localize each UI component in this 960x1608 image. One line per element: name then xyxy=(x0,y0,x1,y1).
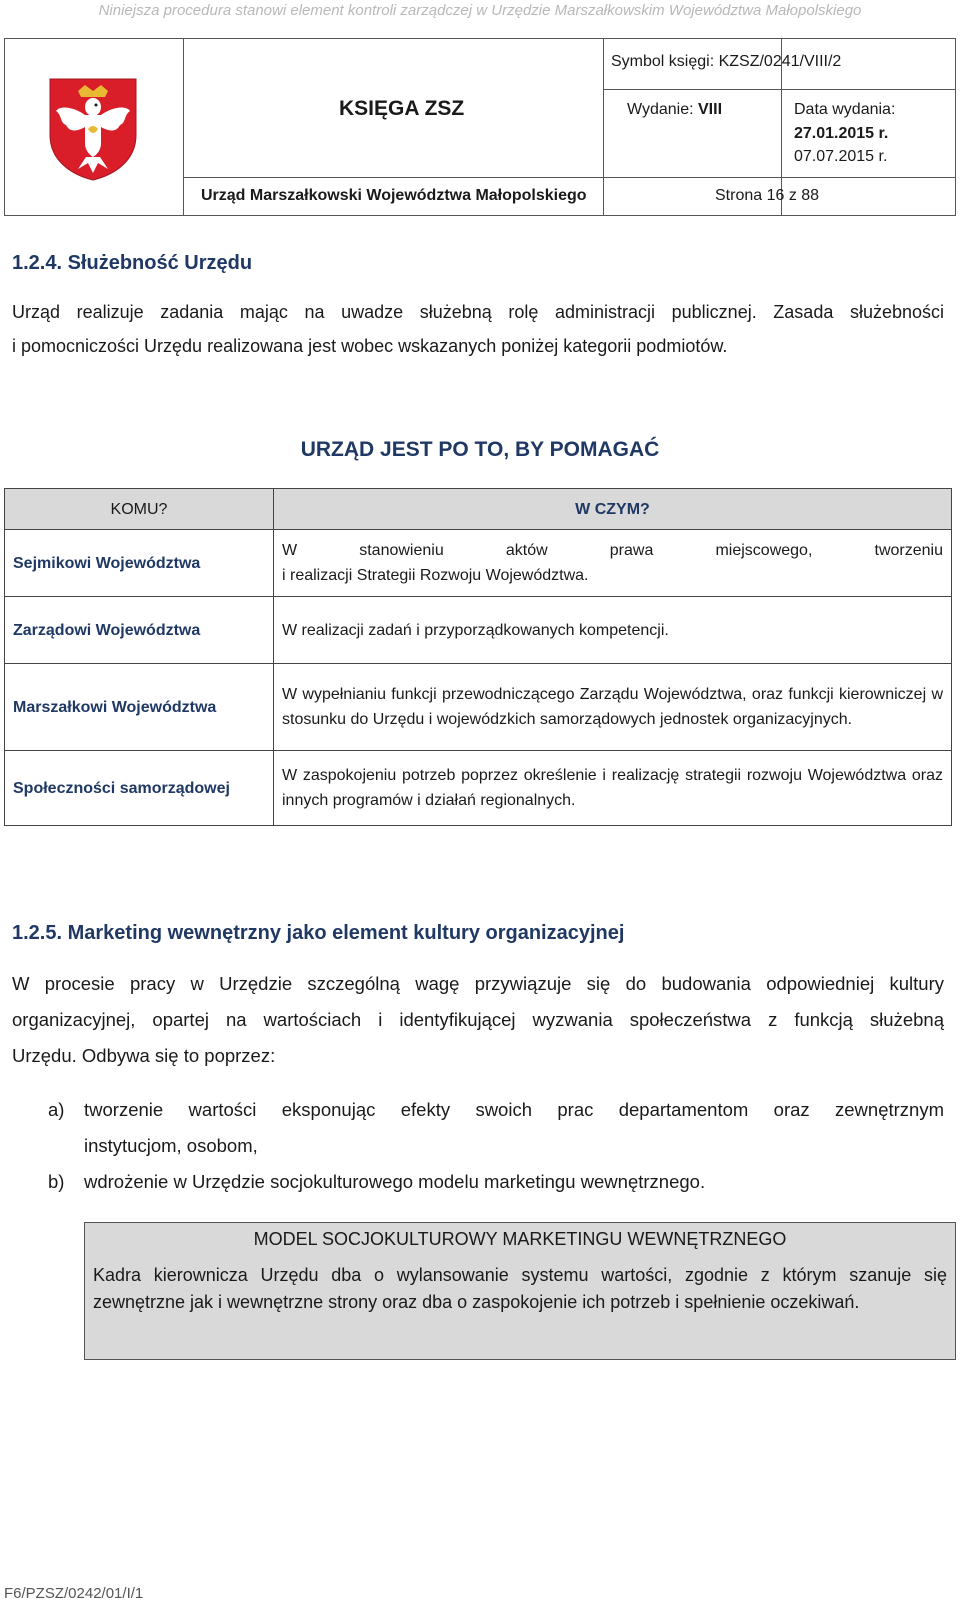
issue-date-old: 27.01.2015 r. xyxy=(794,125,889,142)
table-row-what xyxy=(273,596,952,664)
table-cell-text: W realizacji zadań i przyporządkowanych kompetencji. xyxy=(282,621,669,639)
book-title: KSIĘGA ZSZ xyxy=(339,97,465,120)
section-124-paragraph xyxy=(12,295,944,363)
table-cell-text: W wypełnianiu funkcji przewodniczącego Zarządu Województwa, oraz funkcji kierowniczej w stosunku do Urzędu i wojewódzkich samorządowych jednostek organizacyjnych. xyxy=(282,686,943,728)
paragraph-line: i pomocniczości Urzędu realizowana jest wobec wskazanych poniżej kategorii podmiotów. xyxy=(12,336,728,356)
list-item-line: wdrożenie w Urzędzie socjokulturowego modelu marketingu wewnętrznego. xyxy=(84,1171,706,1192)
table-row-what xyxy=(273,663,952,751)
list-marker: a) xyxy=(48,1099,65,1120)
issue-date-new: 07.07.2015 r. xyxy=(794,148,888,165)
model-box-text: Kadra kierownicza Urzędu dba o wylansowanie systemu wartości, zgodnie z którym szanuje się zewnętrzne jak i wewnętrzne strony oraz dba o zaspokojenie ich potrzeb i spełnienie oczekiwań. xyxy=(93,1265,947,1312)
document-code: F6/PZSZ/0242/01/I/1 xyxy=(4,1585,144,1602)
document-header xyxy=(4,38,956,216)
confidentiality-note: Niniejsza procedura stanowi element kontroli zarządczej w Urzędzie Marszałkowskim Województwa Małopolskiego xyxy=(98,2,862,19)
table-row-who: Sejmikowi Województwa xyxy=(4,529,274,597)
list-item-line: tworzenie wartości eksponując efekty swoich prac departamentom oraz zewnętrznym xyxy=(84,1099,944,1120)
table-header-who: KOMU? xyxy=(4,488,274,530)
section-heading-125 xyxy=(12,922,624,945)
edition-label: Wydanie: xyxy=(627,101,698,118)
table-row-who: Społeczności samorządowej xyxy=(4,750,274,826)
table-cell-line: W stanowieniu aktów prawa miejscowego, tworzeniu xyxy=(282,542,943,559)
model-box-title: MODEL SOCJOKULTUROWY MARKETINGU WEWNĘTRZNEGO xyxy=(253,1229,787,1249)
list-item xyxy=(48,1092,944,1164)
list-item xyxy=(48,1164,944,1200)
table-cell-text: W zaspokojeniu potrzeb poprzez określenie i realizację strategii rozwoju Województwa oraz innych programów i działań regionalnych. xyxy=(282,767,943,809)
malopolska-emblem-icon xyxy=(48,77,138,182)
table-row-what xyxy=(273,529,952,597)
table-header-what: W CZYM? xyxy=(273,488,952,530)
table-row-who: Zarządowi Województwa xyxy=(4,596,274,664)
section-title: Marketing wewnętrzny jako element kultury organizacyjnej xyxy=(67,922,625,944)
paragraph-line: W procesie pracy w Urzędzie szczególną wagę przywiązuje się do budowania odpowiedniej kultury xyxy=(12,973,944,994)
page-number: Strona 16 z 88 xyxy=(715,187,820,204)
paragraph-line: Urzędu. Odbywa się to poprzez: xyxy=(12,1045,276,1066)
table-cell-line: i realizacji Strategii Rozwoju Województwa. xyxy=(282,567,589,584)
table-title: URZĄD JEST PO TO, BY POMAGAĆ xyxy=(300,438,660,461)
issue-date-label: Data wydania: xyxy=(794,101,896,118)
model-box xyxy=(84,1222,956,1360)
list-item-line: instytucjom, osobom, xyxy=(84,1135,258,1156)
table-row-who: Marszałkowi Województwa xyxy=(4,663,274,751)
paragraph-line: Urząd realizuje zadania mając na uwadze służebną rolę administracji publicznej. Zasada służebności xyxy=(12,302,944,322)
edition xyxy=(627,101,722,119)
service-table xyxy=(4,488,952,838)
section-number: 1.2.5. xyxy=(12,922,68,944)
list-marker: b) xyxy=(48,1171,65,1192)
paragraph-line: organizacyjnej, opartej na wartościach i identyfikującej wyzwania społeczeństwa z funkcją służebną xyxy=(12,1009,944,1030)
book-symbol: Symbol księgi: KZSZ/0241/VIII/2 xyxy=(611,53,842,70)
table-row-what xyxy=(273,750,952,826)
section-125-paragraph xyxy=(12,966,944,1074)
edition-value: VIII xyxy=(698,101,723,118)
office-name: Urząd Marszałkowski Województwa Małopolskiego xyxy=(201,187,587,204)
section-heading-124: 1.2.4. Służebność Urzędu xyxy=(12,252,253,274)
